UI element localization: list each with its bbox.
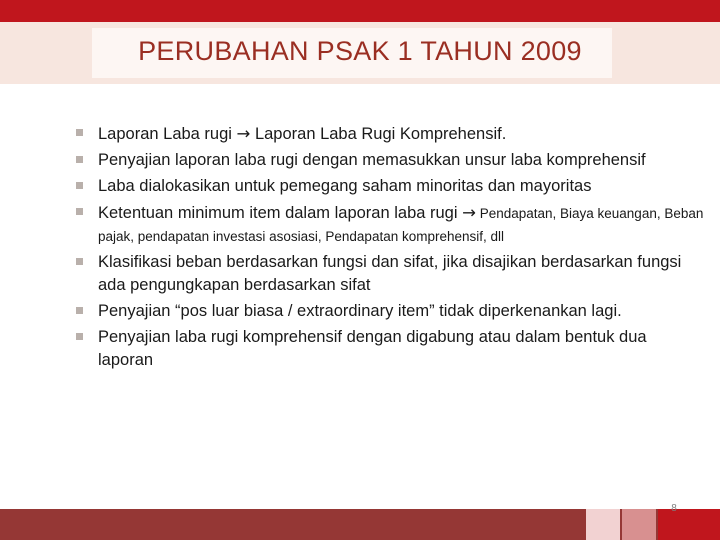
right-arrow-icon: → <box>236 124 251 143</box>
top-accent-bar <box>0 0 720 22</box>
bullet-square-icon <box>76 258 83 265</box>
page-number: 8 <box>671 503 677 514</box>
bullet-item <box>76 175 706 198</box>
bullet-item <box>76 201 706 248</box>
bullet-item <box>76 326 706 372</box>
bullet-text: Klasifikasi beban berdasarkan fungsi dan sifat, jika disajikan berdasarkan fungsi ada pengungkapan berdasarkan sifat <box>98 253 682 294</box>
bullet-square-icon <box>76 156 83 163</box>
bullet-square-icon <box>76 182 83 189</box>
bullet-item <box>76 300 706 323</box>
bullet-text: Penyajian “pos luar biasa / extraordinary item” tidak diperkenankan lagi. <box>98 302 622 320</box>
footer-block-light <box>586 509 620 540</box>
bullet-square-icon <box>76 208 83 215</box>
bullet-text: Ketentuan minimum item dalam laporan laba rugi <box>98 204 463 222</box>
bullet-item <box>76 122 706 146</box>
bullet-square-icon <box>76 129 83 136</box>
slide-title: PERUBAHAN PSAK 1 TAHUN 2009 <box>138 36 582 66</box>
footer-block-medium <box>622 509 656 540</box>
bullet-item <box>76 149 706 172</box>
bullet-list <box>76 122 706 375</box>
bullet-item <box>76 251 706 297</box>
bullet-text: Penyajian laba rugi komprehensif dengan digabung atau dalam bentuk dua laporan <box>98 328 647 369</box>
bullet-square-icon <box>76 333 83 340</box>
right-arrow-icon: → <box>462 203 476 222</box>
bullet-text: Laporan Laba rugi <box>98 125 237 143</box>
bullet-text: Laba dialokasikan untuk pemegang saham minoritas dan mayoritas <box>98 177 592 195</box>
bullet-square-icon <box>76 307 83 314</box>
bullet-text: Penyajian laporan laba rugi dengan memasukkan unsur laba komprehensif <box>98 151 646 169</box>
bullet-subtext: Pendapatan, Biaya keuangan, Beban pajak, pendapatan investasi asosiasi, Pendapatan komprehensif, dll <box>98 206 704 244</box>
bullet-text: Laporan Laba Rugi Komprehensif. <box>250 125 507 143</box>
